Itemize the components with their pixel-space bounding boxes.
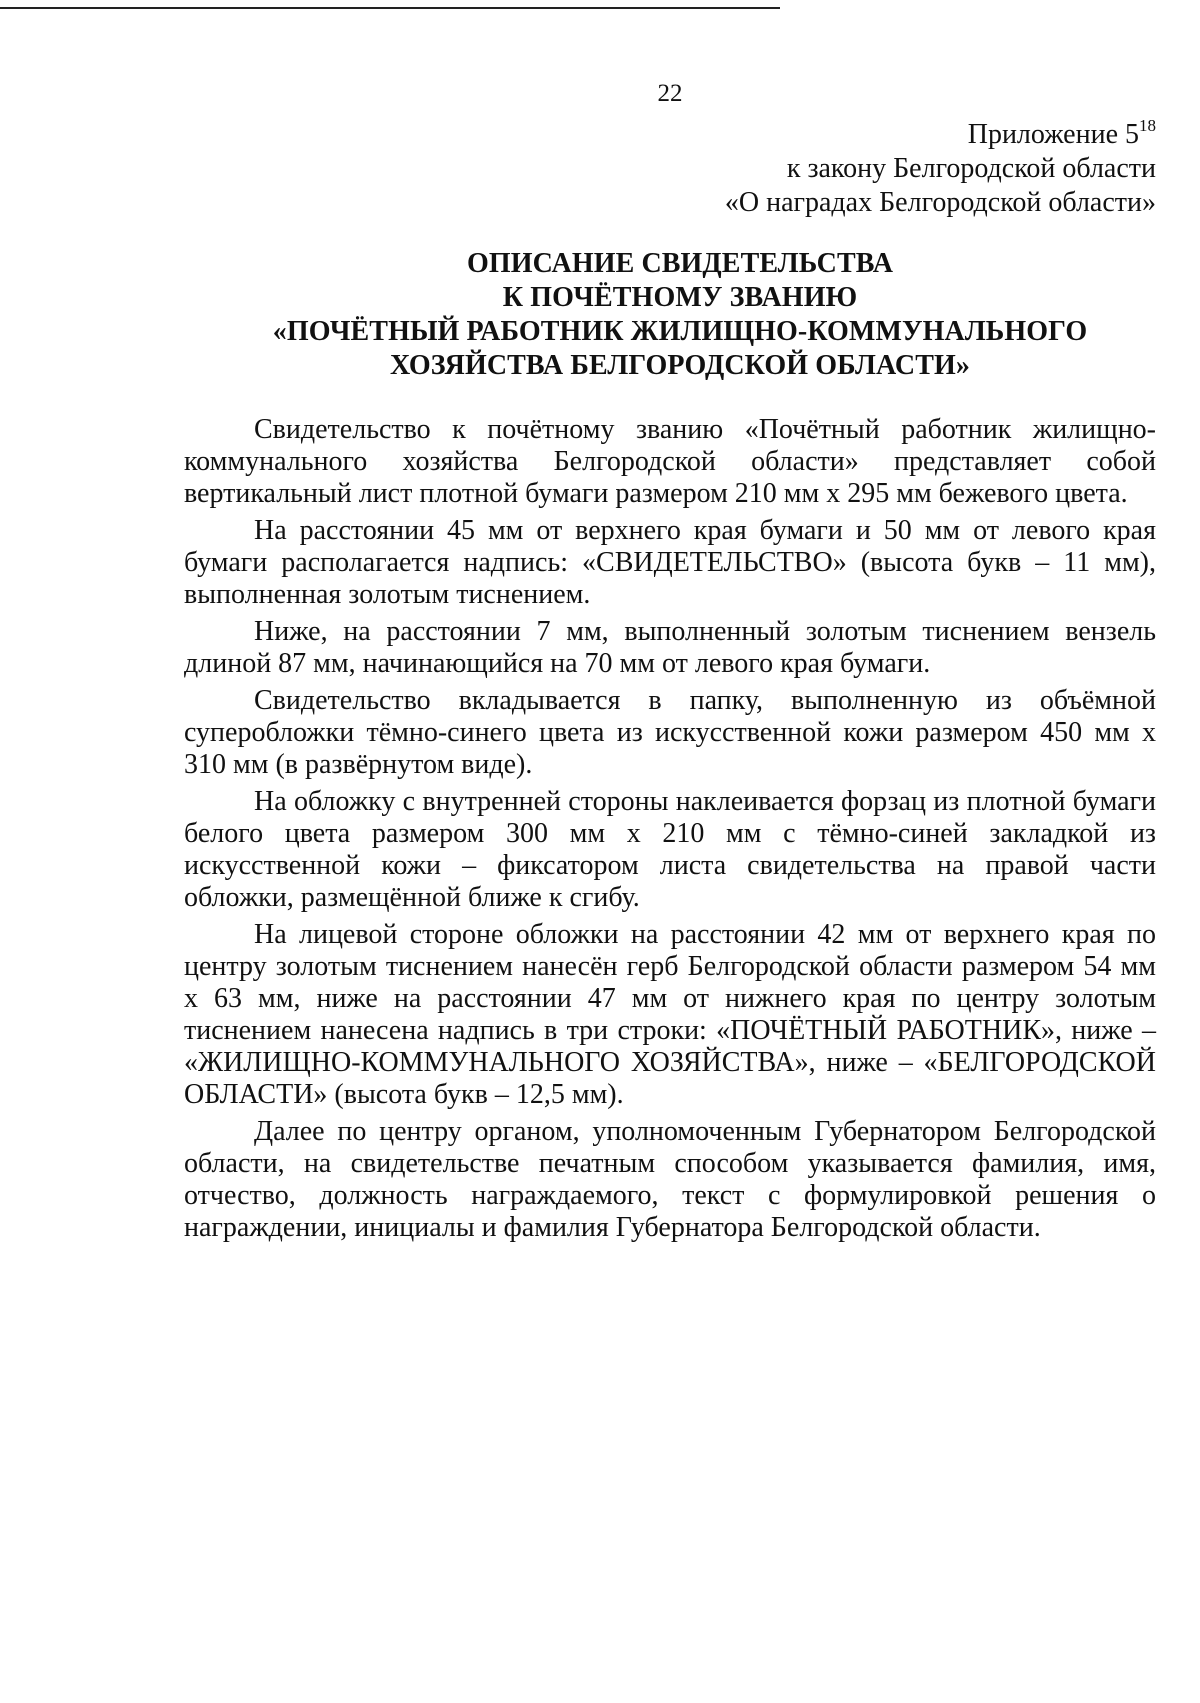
title-line-3: «ПОЧЁТНЫЙ РАБОТНИК ЖИЛИЩНО-КОММУНАЛЬНОГО xyxy=(272,316,1088,347)
title-line-2: К ПОЧЁТНОМУ ЗВАНИЮ xyxy=(502,282,858,313)
appendix-number-superscript: 18 xyxy=(1139,115,1156,135)
scan-edge-line xyxy=(0,7,780,9)
paragraph-monogram: Ниже, на расстоянии 7 мм, выполненный золотым тиснением вензель длиной 87 мм, начинающийся на 70 мм от левого края бумаги. xyxy=(184,616,1156,679)
document-title xyxy=(180,247,1180,383)
page-number: 22 xyxy=(657,80,683,107)
title-line-4: ХОЗЯЙСТВА БЕЛГОРОДСКОЙ ОБЛАСТИ» xyxy=(390,350,970,381)
appendix-header xyxy=(724,115,1156,220)
appendix-law-title: «О наградах Белгородской области» xyxy=(724,187,1156,218)
paragraph-endpaper: На обложку с внутренней стороны наклеивается форзац из плотной бумаги белого цвета размером 300 мм х 210 мм с тёмно-синей закладкой из искусственной кожи – фиксатором листа свидетельства на правой части обложки, размещённой ближе к сгибу. xyxy=(184,786,1156,913)
paragraph-folder: Свидетельство вкладывается в папку, выполненную из объёмной суперобложки тёмно-синего цвета из искусственной кожи размером 450 мм х 310 мм (в развёрнутом виде). xyxy=(184,685,1156,780)
document-body xyxy=(184,414,1156,1244)
paragraph-recipient-details: Далее по центру органом, уполномоченным Губернатором Белгородской области, на свидетельстве печатным способом указывается фамилия, имя, отчество, должность награждаемого, текст с формулировкой решения о награждении, инициалы и фамилия Губернатора Белгородской области. xyxy=(184,1116,1156,1243)
title-line-1: ОПИСАНИЕ СВИДЕТЕЛЬСТВА xyxy=(466,248,894,279)
appendix-title xyxy=(725,115,1156,152)
appendix-label: Приложение 5 xyxy=(967,119,1139,150)
paragraph-inscription: На расстоянии 45 мм от верхнего края бумаги и 50 мм от левого края бумаги располагается надпись: «СВИДЕТЕЛЬСТВО» (высота букв – 11 мм), выполненная золотым тиснением. xyxy=(184,515,1156,610)
paragraph-certificate-description: Свидетельство к почётному званию «Почётный работник жилищно-коммунального хозяйства Белгородской области» представляет собой вертикальный лист плотной бумаги размером 210 мм х 295 мм бежевого цвета. xyxy=(184,414,1156,509)
appendix-law-reference: к закону Белгородской области xyxy=(786,153,1156,184)
paragraph-cover-front: На лицевой стороне обложки на расстоянии 42 мм от верхнего края по центру золотым тиснением нанесён герб Белгородской области размером 54 мм х 63 мм, ниже на расстоянии 47 мм от нижнего края по центру золотым тиснением нанесена надпись в три строки: «ПОЧЁТНЫЙ РАБОТНИК», ниже – «ЖИЛИЩНО-КОММУНАЛЬНОГО ХОЗЯЙСТВА», ниже – «БЕЛГОРОДСКОЙ ОБЛАСТИ» (высота букв – 12,5 мм). xyxy=(184,919,1156,1110)
